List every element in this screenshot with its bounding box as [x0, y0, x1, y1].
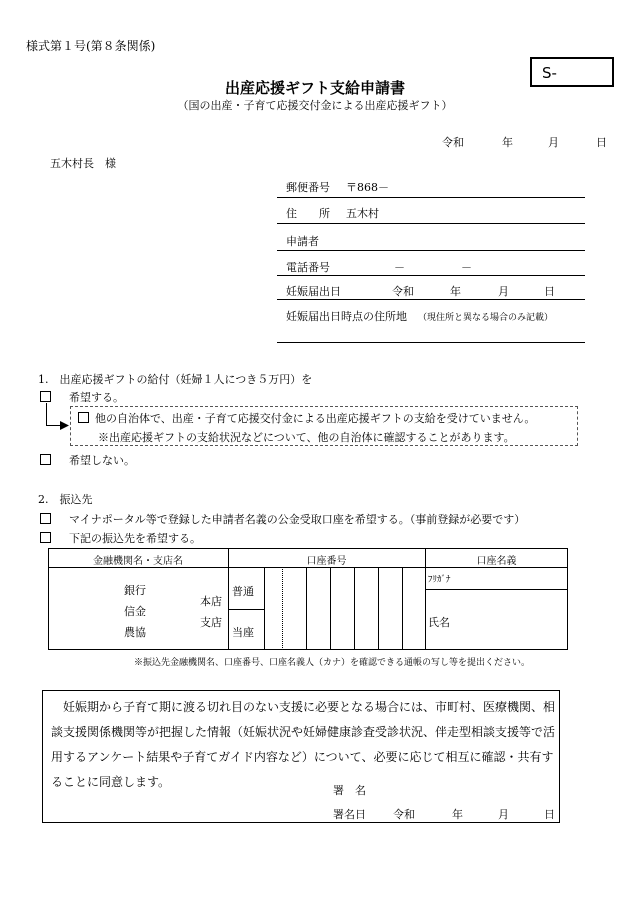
postal-value[interactable]: 〒868－: [346, 181, 389, 194]
date-month: 月: [548, 136, 559, 149]
sign-date-label: 署名日: [333, 808, 366, 821]
date-era: 令和: [442, 136, 464, 149]
account-type-divider: [264, 567, 265, 650]
pregnancy-era: 令和: [392, 285, 414, 298]
col-bank-header: 金融機関名・支店名: [93, 556, 183, 567]
account-option-1[interactable]: [40, 511, 525, 527]
page-subtitle: （国の出産・子育て応援交付金による出産応援ギフト）: [177, 99, 453, 112]
pregnancy-date-label: 妊娠届出日: [286, 285, 341, 298]
col-holder-header: 口座名義: [476, 556, 517, 567]
holder-row-line: [425, 589, 568, 590]
pregnancy-day: 日: [544, 285, 555, 298]
phone-sep-2: －: [461, 261, 472, 274]
sign-date-month: 月: [498, 808, 509, 821]
connector-vertical: [46, 403, 47, 425]
pregnancy-address-line[interactable]: [277, 342, 585, 343]
date-year: 年: [502, 136, 513, 149]
applicant-name-line[interactable]: [277, 250, 585, 251]
id-box[interactable]: S-: [530, 57, 614, 87]
digit-divider: [330, 567, 331, 650]
option-yes[interactable]: [40, 389, 124, 405]
page-title: 出産応援ギフト支給申請書: [224, 79, 405, 97]
applicant-name-label: 申請者: [286, 235, 319, 248]
bank-note: ※振込先金融機関名、口座番号、口座名義人（カナ）を確認できる通帳の写し等を提出ください。: [134, 658, 531, 668]
sign-date-year: 年: [452, 808, 463, 821]
consent-box: [42, 690, 560, 823]
sub-option-note: ※出産応援ギフトの支給状況などについて、他の自治体に確認することがあります。: [98, 431, 515, 444]
furigana-label: ﾌﾘｶﾞﾅ: [428, 575, 451, 585]
section2-heading: 2. 振込先: [38, 493, 93, 506]
postal-label: 郵便番号: [286, 181, 330, 194]
option-no[interactable]: [40, 452, 135, 468]
bank-type-nokyo[interactable]: 農協: [124, 626, 146, 639]
pregnancy-month: 月: [498, 285, 509, 298]
pregnancy-date-line[interactable]: [277, 299, 585, 300]
address-line: [277, 223, 585, 224]
account-option-1-checkbox[interactable]: [40, 513, 51, 524]
address-value[interactable]: 五木村: [346, 207, 379, 220]
digit-divider: [402, 567, 403, 650]
form-number: 様式第１号(第８条関係): [26, 39, 156, 53]
phone-label: 電話番号: [286, 261, 330, 274]
option-yes-label: 希望する。: [69, 391, 124, 404]
signature-label: 署 名: [333, 784, 366, 797]
account-option-2[interactable]: [40, 530, 201, 546]
sub-option[interactable]: [78, 410, 535, 426]
phone-line[interactable]: [277, 275, 585, 276]
sign-date-day: 日: [544, 808, 555, 821]
sub-option-checkbox[interactable]: [78, 412, 89, 423]
bank-table-header-line: [48, 567, 568, 568]
pregnancy-address-note: （現住所と異なる場合のみ記載）: [418, 313, 554, 323]
digit-divider: [306, 567, 307, 650]
pregnancy-address-label: 妊娠届出日時点の住所地: [286, 310, 407, 323]
sub-option-label: 他の自治体で、出産・子育て応援交付金による出産応援ギフトの支給を受けていません。: [95, 412, 536, 425]
col-account-header: 口座番号: [306, 556, 347, 567]
postal-line: [277, 197, 585, 198]
account-type-ordinary[interactable]: 普通: [232, 585, 254, 598]
account-option-2-label: 下記の振込先を希望する。: [69, 532, 201, 545]
phone-sep-1: －: [394, 261, 405, 274]
section1-heading: 1. 出産応援ギフトの給付（妊婦１人につき５万円）を: [38, 373, 313, 386]
account-option-2-checkbox[interactable]: [40, 532, 51, 543]
address-label: 住 所: [286, 207, 330, 220]
arrow-right-icon: [60, 421, 70, 430]
digit-divider: [378, 567, 379, 650]
digit-divider: [354, 567, 355, 650]
digit-divider: [282, 567, 283, 650]
holder-name-label: 氏名: [428, 616, 450, 629]
option-no-checkbox[interactable]: [40, 454, 51, 465]
addressee: 五木村長 様: [50, 157, 116, 170]
sign-date-era: 令和: [393, 808, 415, 821]
bank-type-shinkin[interactable]: 信金: [124, 605, 146, 618]
bank-type-bank[interactable]: 銀行: [124, 584, 146, 597]
branch-type-branch[interactable]: 支店: [200, 616, 222, 629]
branch-type-main[interactable]: 本店: [200, 595, 222, 608]
consent-text: 妊娠期から子育て期に渡る切れ目のない支援に必要となる場合には、市町村、医療機関、相談支援関係機関等が把握した情報（妊娠状況や妊婦健康診査受診状況、伴走型相談支援等で活用するアンケート結果や子育てガイド内容など）について、必要に応じて相互に確認・共有することに同意します。: [51, 700, 556, 789]
option-no-label: 希望しない。: [69, 454, 135, 467]
date-day: 日: [596, 136, 607, 149]
pregnancy-year: 年: [450, 285, 461, 298]
account-type-current[interactable]: 当座: [232, 626, 254, 639]
account-type-row-line: [228, 609, 264, 610]
option-yes-checkbox[interactable]: [40, 391, 51, 402]
account-option-1-label: マイナポータル等で登録した申請者名義の公金受取口座を希望する。（事前登録が必要です）: [69, 513, 526, 526]
